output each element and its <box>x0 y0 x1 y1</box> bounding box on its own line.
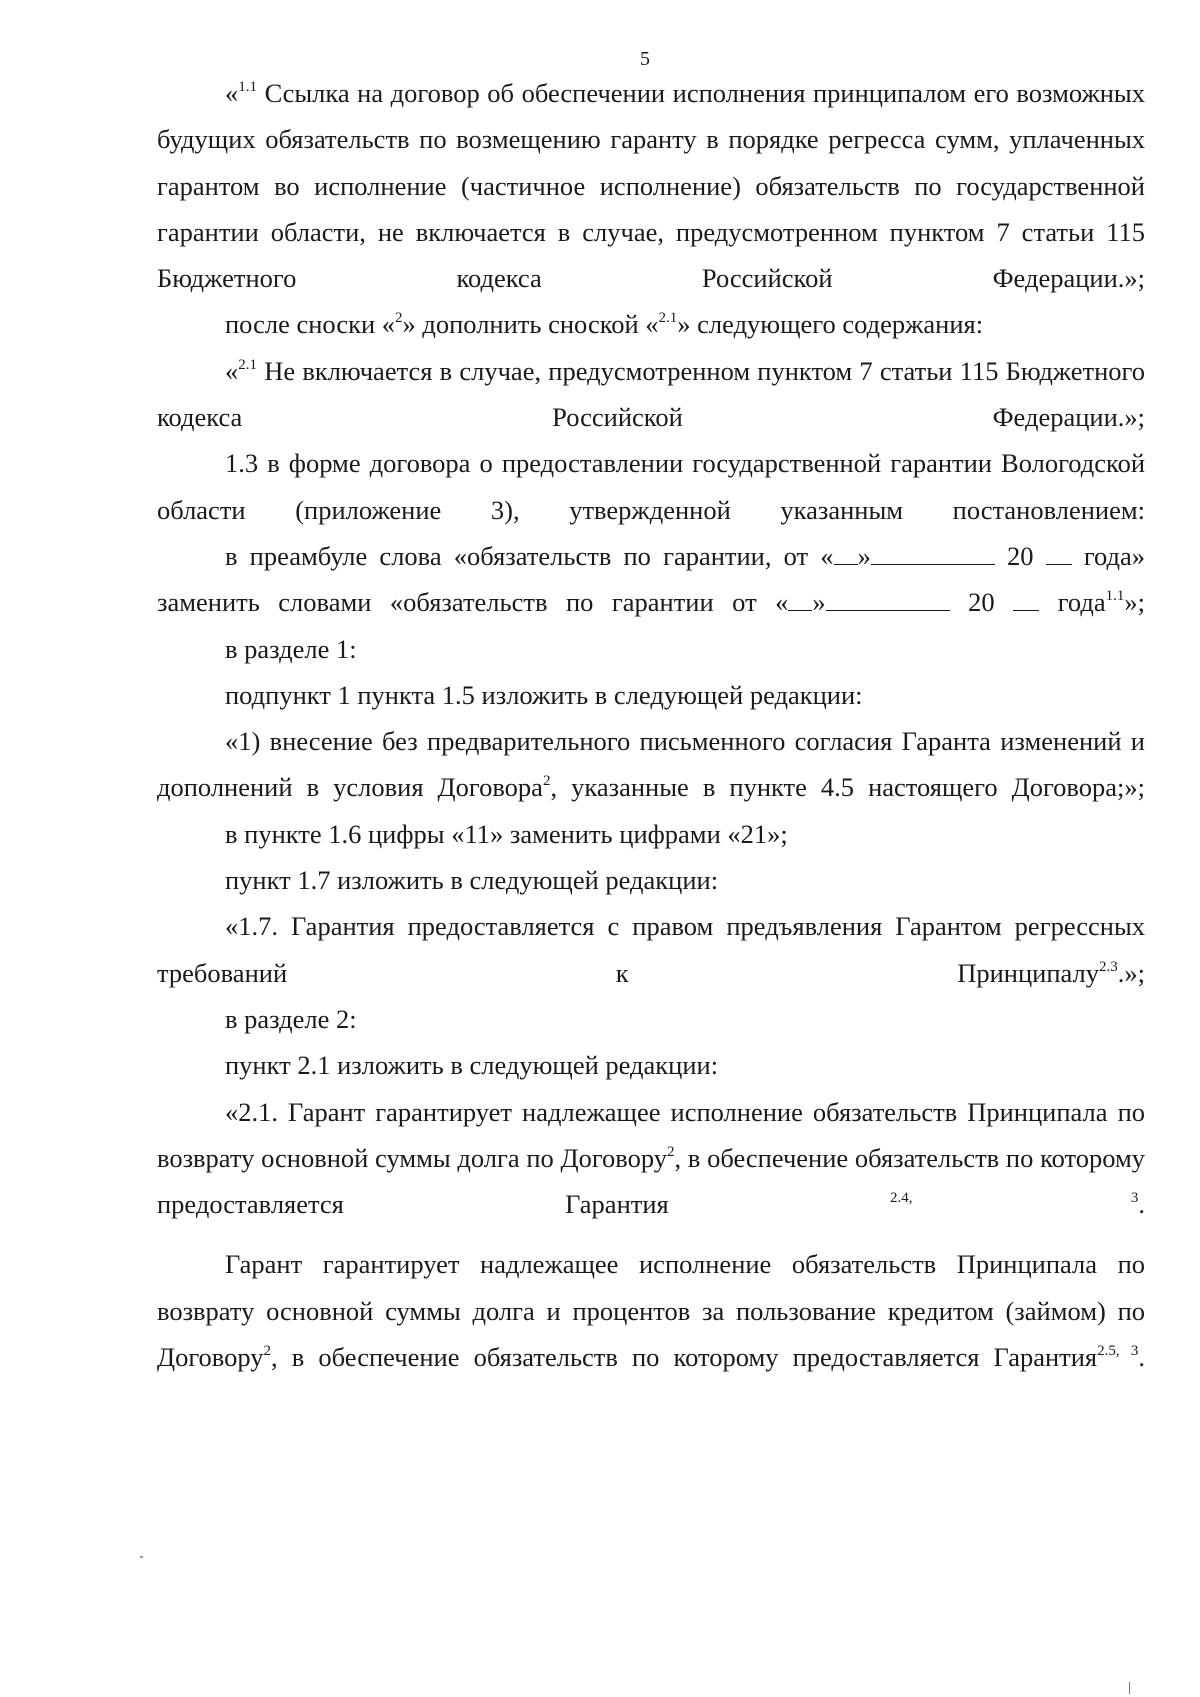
paragraph <box>157 1089 1145 1228</box>
paragraph <box>157 1241 1145 1380</box>
paragraph <box>157 1042 1145 1088</box>
paragraph <box>157 348 1145 441</box>
text-run: »; <box>1124 587 1146 618</box>
footnote-ref: 2.3 <box>1099 958 1118 975</box>
fill-in-blank <box>826 591 950 611</box>
text-run: в разделе 1: <box>225 633 357 664</box>
paragraph <box>157 70 1145 301</box>
text-run: Гарант гарантирует надлежащее исполнение обязательств Принципала по возврату основной суммы долга и процентов за пользование кредитом (займом) по Договору <box>157 1249 1145 1373</box>
text-run: 20 <box>994 540 1046 571</box>
text-run: » дополнить сноской « <box>402 309 659 340</box>
text-run: . <box>1138 1342 1145 1373</box>
fill-in-blank <box>1046 545 1072 565</box>
footnote-ref: 2.1 <box>658 310 678 327</box>
text-run: «1.7. Гарантия предоставляется с правом предъявления Гарантом регрессных требований к Принципалу <box>157 911 1145 988</box>
text-run: Ссылка на договор об обеспечении исполнения принципалом его возможных будущих обязательств по возмещению гаранту в порядке регресса сумм, уплаченных гарантом во исполнение (частичное исполнение) обязательств по государственной гарантии области, не включается в случае, предусмотренном пунктом 7 статьи 115 Бюджетного кодекса Российской Федерации.»; <box>157 78 1145 294</box>
paragraph <box>157 857 1145 903</box>
scan-speck <box>140 1556 143 1558</box>
paragraph <box>157 301 1145 347</box>
footnote-ref: 2 <box>263 1343 272 1360</box>
text-run: в преамбуле слова «обязательств по гарантии, от « <box>225 540 834 571</box>
text-run: 20 <box>949 587 1014 618</box>
paragraph <box>157 672 1145 718</box>
paragraph <box>157 996 1145 1042</box>
fill-in-blank <box>871 545 995 565</box>
text-run: » следующего содержания: <box>677 309 984 340</box>
footnote-ref: 1.1 <box>238 79 257 95</box>
text-run: пункт 1.7 изложить в следующей редакции: <box>225 865 719 896</box>
footnote-ref: 2.1 <box>238 356 257 373</box>
footnote-ref: 2.4, 3 <box>889 1190 1139 1207</box>
fill-in-blank <box>834 545 858 565</box>
scan-mark <box>1129 1682 1130 1694</box>
text-run: , указанные в пункте 4.5 настоящего Договора;»; <box>550 772 1145 803</box>
page-number: 5 <box>640 48 650 70</box>
text-run: 1.3 в форме договора о предоставлении государственной гарантии Вологодской области (приложение 3), утвержденной указанным постановлением: <box>157 448 1145 525</box>
text-run: . <box>1138 1189 1145 1220</box>
text-run: в разделе 2: <box>225 1003 357 1034</box>
fill-in-blank <box>1013 591 1039 611</box>
footnote-ref: 1.1 <box>1105 588 1125 605</box>
paragraph <box>157 811 1145 857</box>
text-run: « <box>225 78 239 108</box>
text-run: подпункт 1 пункта 1.5 изложить в следующей редакции: <box>225 679 863 710</box>
text-run: Не включается в случае, предусмотренном пунктом 7 статьи 115 Бюджетного кодекса Российской Федерации.»; <box>157 355 1145 433</box>
text-run: , в обеспечение обязательств по которому предоставляется Гарантия <box>271 1342 1098 1373</box>
fill-in-blank <box>788 591 812 611</box>
document-body <box>157 70 1145 1380</box>
text-run: » <box>857 540 871 571</box>
paragraph <box>157 533 1145 626</box>
footnote-ref: 2 <box>395 310 403 327</box>
text-run: года» заменить словами «обязательств по гарантии от « <box>157 540 1146 618</box>
footnote-ref: 2 <box>542 773 551 790</box>
paragraph <box>157 903 1145 996</box>
text-run: пункт 2.1 изложить в следующей редакции: <box>225 1050 719 1081</box>
text-run: «1) внесение без предварительного письменного согласия Гаранта изменений и дополнений в условия Договора <box>157 726 1145 803</box>
text-run: « <box>225 355 239 386</box>
text-run: .»; <box>1117 957 1145 988</box>
text-run: «2.1. Гарант гарантирует надлежащее исполнение обязательств Принципала по возврату основной суммы долга по Договору <box>157 1096 1145 1173</box>
footnote-ref: 2 <box>667 1143 675 1160</box>
footnote-ref: 2.5, 3 <box>1097 1343 1139 1360</box>
text-run: после сноски « <box>225 309 396 340</box>
paragraph <box>157 626 1145 672</box>
text-run: года <box>1039 587 1106 618</box>
paragraph <box>157 718 1145 811</box>
text-run: , в обеспечение обязательств по которому предоставляется Гарантия <box>157 1142 1145 1220</box>
text-run: в пункте 1.6 цифры «11» заменить цифрами «21»; <box>225 818 788 849</box>
text-run: » <box>812 587 826 618</box>
paragraph <box>157 440 1145 533</box>
